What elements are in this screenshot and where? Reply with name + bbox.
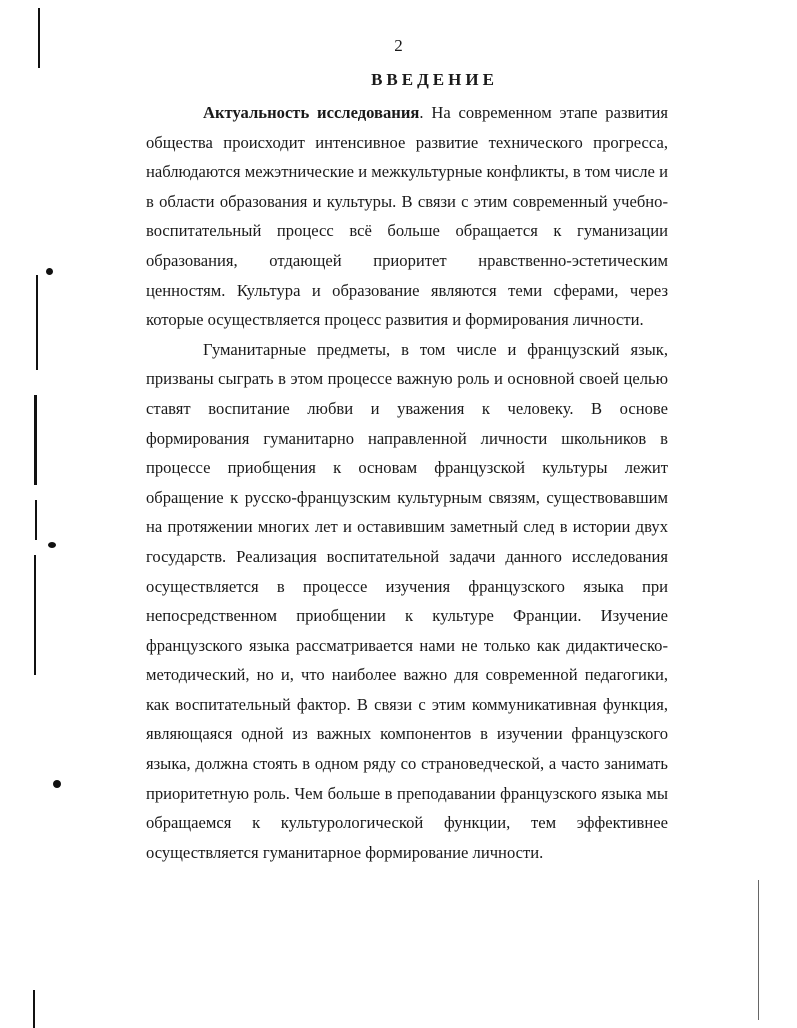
scan-artifact-line — [38, 8, 40, 68]
scan-artifact-line — [33, 990, 35, 1028]
page-number: 2 — [394, 36, 403, 55]
section-title: ВВЕДЕНИЕ — [371, 70, 498, 89]
body-text — [146, 98, 668, 867]
paragraph-lead: Актуальность исследования — [203, 103, 420, 122]
paragraph-1 — [146, 98, 668, 335]
scan-artifact-dot — [53, 780, 61, 788]
paragraph-text: . На современном этапе развития общества происходит интенсивное развитие технического прогресса, наблюдаются межэтнические и межкультурные конфликты, в том числе и в области образования и культуры. В связи с этим современный учебно-воспитательный процесс всё больше обращается к гуманизации образования, отдающей приоритет нравственно-эстетическим ценностям. Культура и образование являются теми сферами, через которые осуществляется процесс развития и формирования личности. — [146, 103, 668, 330]
scan-artifact-line — [36, 275, 38, 370]
scan-artifact-dot — [46, 268, 53, 275]
scan-artifact-line — [758, 880, 759, 1020]
scan-artifact-line — [34, 395, 37, 485]
paragraph-2: Гуманитарные предметы, в том числе и французский язык, призваны сыграть в этом процессе важную роль и основной своей целью ставят воспитание любви и уважения к человеку. В основе формирования гуманитарно направленной личности школьников в процессе приобщения к основам французской культуры лежит обращение к русско-французским культурным связям, существовавшим на протяжении многих лет и оставившим заметный след в истории двух государств. Реализация воспитательной задачи данного исследования осуществляется в процессе изучения французского языка при непосредственном приобщении к культуре Франции. Изучение французского языка рассматривается нами не только как дидактическо-методический, но и, что наиболее важно для современной педагогики, как воспитательный фактор. В связи с этим коммуникативная функция, являющаяся одной из важных компонентов в изучении французского языка, должна стоять в одном ряду со страноведческой, а часто занимать приоритетную роль. Чем больше в преподавании французского языка мы обращаемся к культурологической функции, тем эффективнее осуществляется гуманитарное формирование личности. — [146, 339, 668, 862]
scan-artifact-dot — [48, 542, 56, 548]
scan-artifact-line — [34, 555, 36, 675]
scan-artifact-line — [35, 500, 37, 540]
